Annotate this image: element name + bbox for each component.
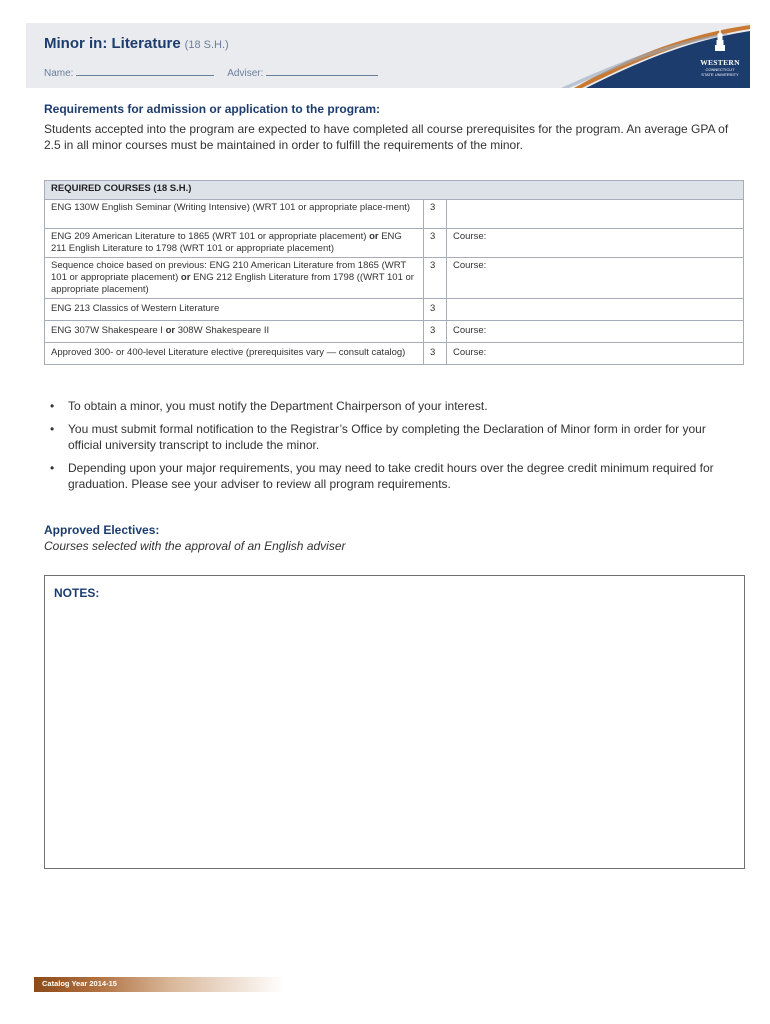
name-label: Name: [44,68,74,79]
table-row [45,343,744,365]
course-description: Approved 300- or 400-level Literature elective (prerequisites vary — consult catalog) [45,343,424,365]
course-credits: 3 [424,258,447,299]
course-credits: 3 [424,343,447,365]
name-field[interactable] [76,66,214,76]
table-header: REQUIRED COURSES (18 S.H.) [45,181,744,200]
adviser-field[interactable] [266,66,378,76]
name-adviser-fields [44,66,378,79]
list-item: • Depending upon your major requirements, you may need to take credit hours over the degree credit minimum required for graduation. Please see your adviser to review all program requirements. [50,461,714,491]
logo-text-state-university: STATE UNIVERSITY [701,72,739,77]
table-row [45,229,744,258]
course-selection[interactable] [447,200,744,229]
logo-text-western: WESTERN [700,58,740,67]
list-item: • You must submit formal notification to the Registrar’s Office by completing the Declaration of Minor form in order for your official university transcript to include the minor. [50,422,706,452]
course-selection[interactable]: Course: [447,258,744,299]
course-description: ENG 307W Shakespeare I or 308W Shakespeare II [45,321,424,343]
course-description: Sequence choice based on previous: ENG 210 American Literature from 1865 (WRT 101 or appropriate placement) or ENG 212 English Literature from 1798 ((WRT 101 or appropriate placement) [45,258,424,299]
credit-hours: (18 S.H.) [184,39,229,51]
minor-title: Minor in: Literature [44,35,181,52]
list-item: • To obtain a minor, you must notify the Department Chairperson of your interest. [50,399,488,413]
course-description: ENG 130W English Seminar (Writing Intensive) (WRT 101 or appropriate place-ment) [45,200,424,229]
info-bullet-list [44,398,734,499]
table-row [45,321,744,343]
course-description: ENG 209 American Literature to 1865 (WRT 101 or appropriate placement) or ENG 211 English Literature to 1798 (WRT 101 or appropriate placement) [45,229,424,258]
bullet-icon: • [50,461,55,475]
footer-bar [34,977,284,992]
course-selection[interactable]: Course: [447,229,744,258]
bullet-icon: • [50,399,55,413]
table-row [45,200,744,229]
page-title [44,35,229,52]
course-credits: 3 [424,321,447,343]
course-credits: 3 [424,200,447,229]
catalog-year: Catalog Year 2014-15 [42,979,117,988]
bullet-icon: • [50,422,55,436]
logo-text-connecticut: CONNECTICUT [705,67,735,72]
document-header [26,23,750,88]
course-selection[interactable]: Course: [447,343,744,365]
tower-icon [712,29,728,51]
electives-subtext: Courses selected with the approval of an English adviser [44,539,346,553]
notes-box[interactable] [44,575,745,869]
table-row [45,299,744,321]
electives-heading: Approved Electives: [44,523,160,537]
course-selection[interactable]: Course: [447,321,744,343]
required-courses-table [44,180,744,365]
table-row [45,258,744,299]
course-description: ENG 213 Classics of Western Literature [45,299,424,321]
university-logo [698,29,742,77]
course-selection[interactable] [447,299,744,321]
adviser-label: Adviser: [227,68,264,79]
requirements-heading: Requirements for admission or application to the program: [44,102,381,116]
course-credits: 3 [424,229,447,258]
notes-label: NOTES: [54,586,100,600]
course-credits: 3 [424,299,447,321]
requirements-body: Students accepted into the program are expected to have completed all course prerequisites for the program. An average GPA of 2.5 in all minor courses must be maintained in order to fulfill the requirements of the minor. [44,122,729,152]
